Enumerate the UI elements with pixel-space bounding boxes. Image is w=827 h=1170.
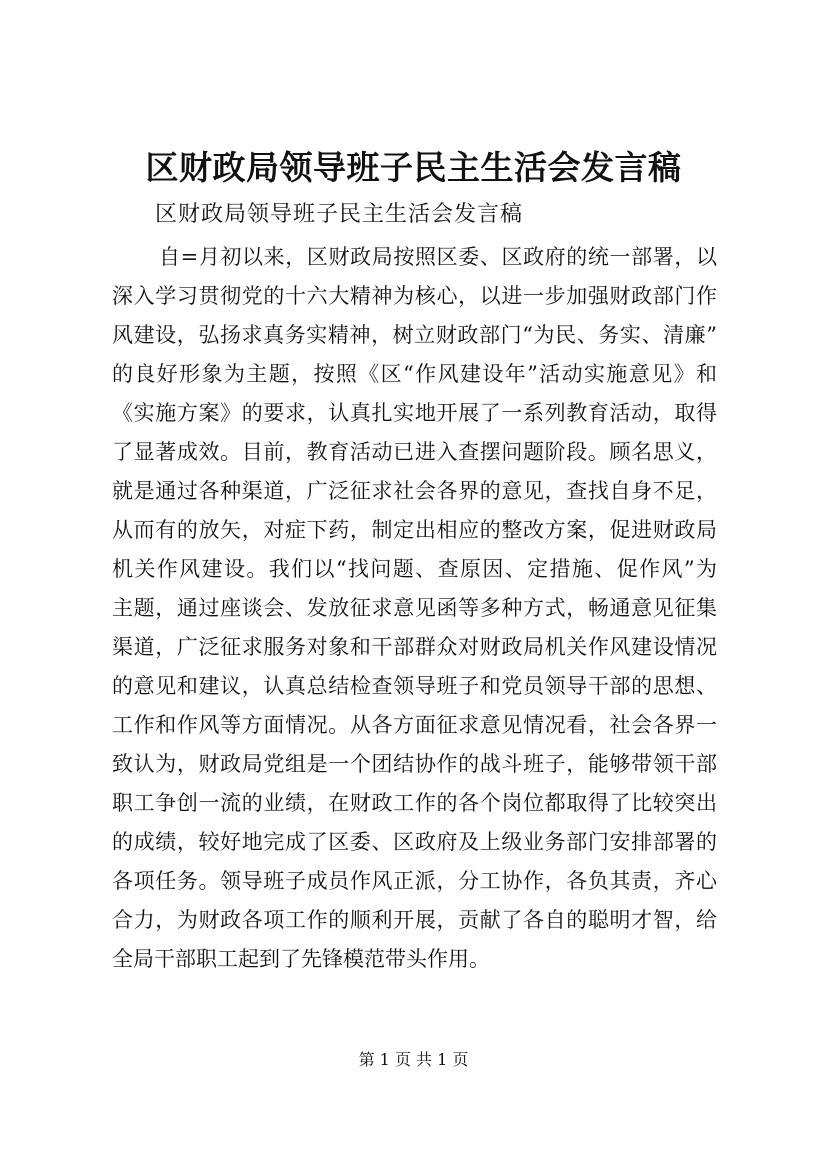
paragraph-line: 的良好形象为主题，按照《区“作风建设年”活动实施意见》和	[112, 362, 717, 386]
paragraph-line: 职工争创一流的业绩，在财政工作的各个岗位都取得了比较突出	[112, 791, 717, 815]
paragraph-line: 就是通过各种渠道，广泛征求社会各界的意见，查找自身不足，	[112, 479, 717, 503]
document-subtitle: 区财政局领导班子民主生活会发言稿	[155, 202, 524, 227]
paragraph-line: 全局干部职工起到了先锋模范带头作用。	[112, 947, 490, 971]
paragraph-line: 的成绩，较好地完成了区委、区政府及上级业务部门安排部署的	[112, 830, 717, 854]
paragraph-line: 的意见和建议，认真总结检查领导班子和党员领导干部的思想、	[112, 674, 717, 698]
paragraph-line: 各项任务。领导班子成员作风正派，分工协作，各负其责，齐心	[112, 869, 717, 893]
page-footer: 第 1 页 共 1 页	[358, 1050, 469, 1069]
paragraph-line: 风建设，弘扬求真务实精神，树立财政部门“为民、务实、清廉”	[112, 323, 717, 347]
paragraph-line: 深入学习贯彻党的十六大精神为核心，以进一步加强财政部门作	[112, 284, 717, 308]
document-title: 区财政局领导班子民主生活会发言稿	[145, 148, 682, 187]
paragraph-line: 自=月初以来，区财政局按照区委、区政府的统一部署，以	[159, 245, 717, 269]
paragraph-line: 机关作风建设。我们以“找问题、查原因、定措施、促作风”为	[112, 557, 717, 581]
body-paragraph	[112, 238, 717, 979]
paragraph-line: 了显著成效。目前，教育活动已进入查摆问题阶段。顾名思义，	[112, 440, 717, 464]
paragraph-line: 主题，通过座谈会、发放征求意见函等多种方式，畅通意见征集	[112, 596, 717, 620]
paragraph-line: 合力，为财政各项工作的顺利开展，贡献了各自的聪明才智，给	[112, 908, 717, 932]
paragraph-line: 渠道，广泛征求服务对象和干部群众对财政局机关作风建设情况	[112, 635, 717, 659]
paragraph-line: 致认为，财政局党组是一个团结协作的战斗班子，能够带领干部	[112, 752, 717, 776]
paragraph-line: 从而有的放矢，对症下药，制定出相应的整改方案，促进财政局	[112, 518, 717, 542]
paragraph-line: 工作和作风等方面情况。从各方面征求意见情况看，社会各界一	[112, 713, 717, 737]
paragraph-line: 《实施方案》的要求，认真扎实地开展了一系列教育活动，取得	[112, 401, 717, 425]
